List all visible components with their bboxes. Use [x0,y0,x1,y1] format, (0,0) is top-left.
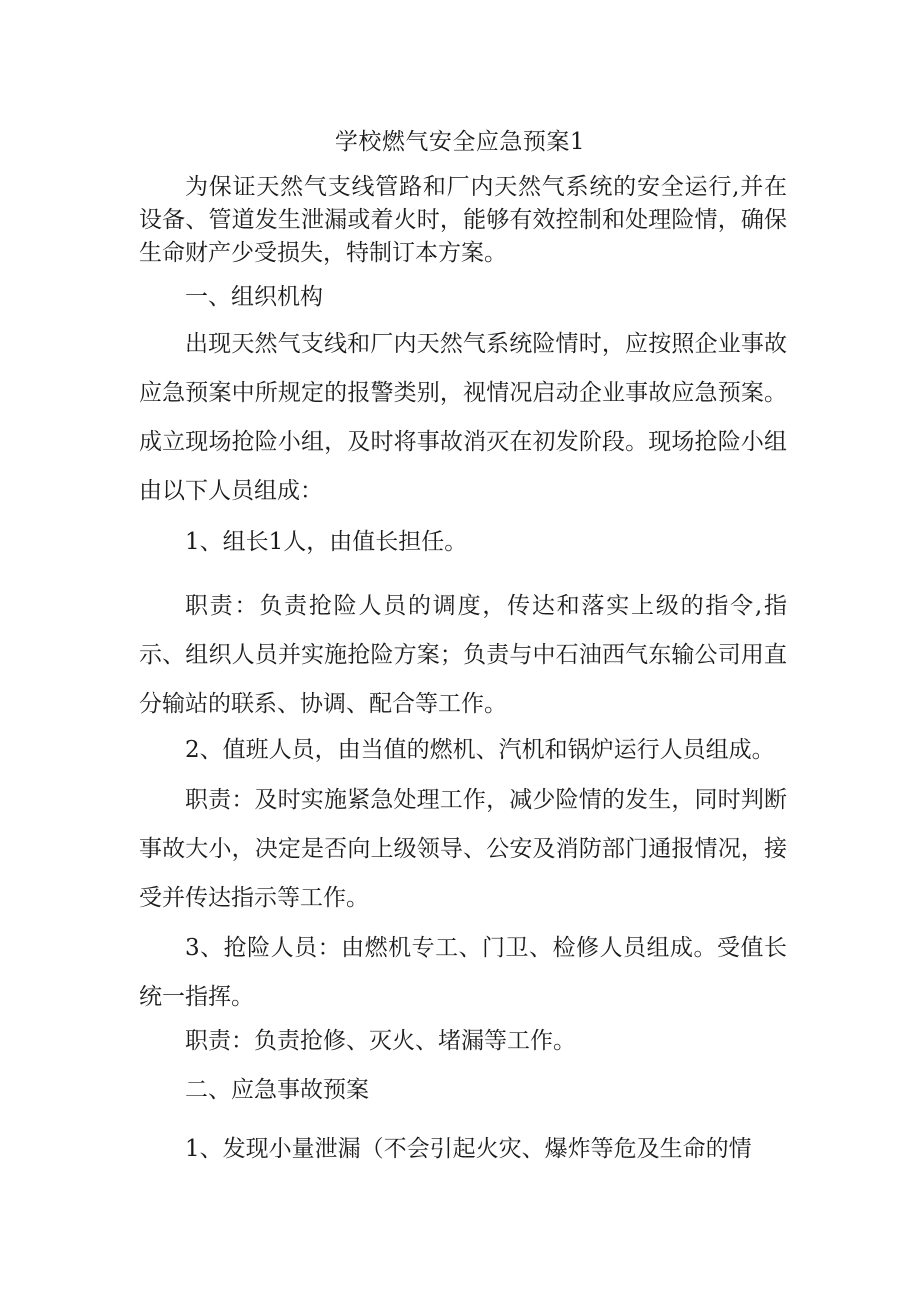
emergency-item-minor-leak: 1、发现小量泄漏（不会引起火灾、爆炸等危及生命的情 [185,1136,752,1162]
item-duty-staff: 2、值班人员，由当值的燃机、汽机和锅炉运行人员组成。 [185,737,775,763]
document-title: 学校燃气安全应急预案1 [334,129,586,155]
section-heading-emergency-plan: 二、应急事故预案 [185,1077,369,1103]
item-rescue-staff: 3、抢险人员：由燃机专工、门卫、检修人员组成。受值长统一指挥。 [139,935,787,1010]
section-heading-organization: 一、组织机构 [185,284,323,310]
rescue-staff-duties: 职责：负责抢修、灭火、堵漏等工作。 [185,1028,576,1054]
intro-paragraph: 为保证天然气支线管路和厂内天然气系统的安全运行,并在设备、管道发生泄漏或着火时，能够有效控制和处理险情，确保生命财产少受损失，特制订本方案。 [139,174,787,266]
organization-paragraph: 出现天然气支线和厂内天然气系统险情时，应按照企业事故应急预案中所规定的报警类别，视情况启动企业事故应急预案。成立现场抢险小组，及时将事故消灭在初发阶段。现场抢险小组由以下人员组成： [139,331,787,504]
duty-staff-duties: 职责：及时实施紧急处理工作，减少险情的发生，同时判断事故大小，决定是否向上级领导、公安及消防部门通报情况，接受并传达指示等工作。 [139,787,787,911]
team-leader-duties: 职责：负责抢险人员的调度，传达和落实上级的指令,指示、组织人员并实施抢险方案；负责与中石油西气东输公司用直分输站的联系、协调、配合等工作。 [139,593,787,717]
item-team-leader: 1、组长1人，由值长担任。 [185,529,468,555]
